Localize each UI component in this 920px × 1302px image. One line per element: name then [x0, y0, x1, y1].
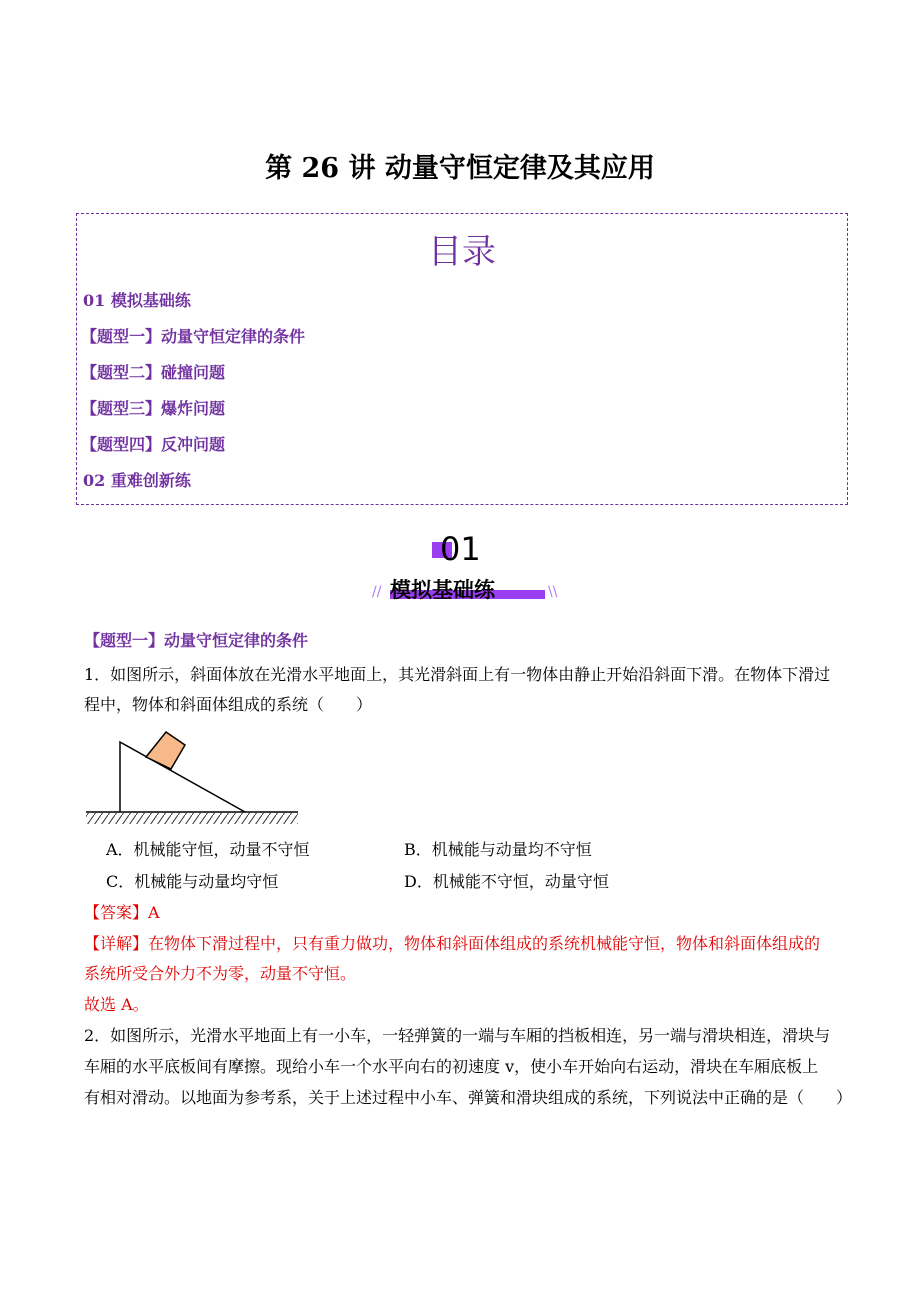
question-text: 程中，物体和斜面体组成的系统（ ） — [84, 695, 373, 714]
option-d: D．机械能不守恒，动量守恒 — [404, 872, 609, 891]
toc-item[interactable]: 02 重难创新练 — [83, 471, 191, 490]
conclusion: 故选 A。 — [84, 995, 149, 1014]
toc-item[interactable]: 【题型三】爆炸问题 — [81, 399, 226, 418]
question-text: 车厢的水平底板间有摩擦。现给小车一个水平向右的初速度 v，使小车开始向右运动，滑块在车厢底板上 — [84, 1057, 819, 1076]
table-of-contents — [76, 213, 848, 505]
incline-diagram — [80, 725, 305, 830]
section-banner: 01 // \\ 模拟基础练 — [372, 530, 558, 602]
question-text: 1．如图所示，斜面体放在光滑水平地面上，其光滑斜面上有一物体由静止开始沿斜面下滑。在物体下滑过 — [84, 665, 831, 684]
page-title: 第 26 讲 动量守恒定律及其应用 — [265, 153, 655, 184]
option-b: B．机械能与动量均不守恒 — [404, 840, 592, 859]
toc-item[interactable]: 【题型二】碰撞问题 — [81, 363, 226, 382]
type-heading: 【题型一】动量守恒定律的条件 — [84, 631, 309, 650]
toc-item[interactable]: 【题型一】动量守恒定律的条件 — [81, 327, 306, 346]
question-text: 有相对滑动。以地面为参考系，关于上述过程中小车、弹簧和滑块组成的系统，下列说法中正确的是（ ） — [84, 1088, 853, 1107]
toc-item[interactable]: 01 模拟基础练 — [83, 291, 191, 310]
toc-item[interactable]: 【题型四】反冲问题 — [81, 435, 226, 454]
option-c: C．机械能与动量均守恒 — [106, 872, 279, 891]
section-name: 模拟基础练 — [390, 578, 495, 602]
explanation: 系统所受合外力不为零，动量不守恒。 — [84, 964, 357, 983]
toc-heading: 目录 — [428, 232, 496, 272]
explanation: 【详解】在物体下滑过程中，只有重力做功，物体和斜面体组成的系统机械能守恒，物体和斜面体组成的 — [84, 934, 821, 953]
question-text: 2．如图所示，光滑水平地面上有一小车，一轻弹簧的一端与车厢的挡板相连，另一端与滑块相连，滑块与 — [84, 1026, 831, 1045]
section-number: 01 — [440, 530, 481, 568]
answer: 【答案】A — [84, 903, 160, 922]
option-a: A．机械能守恒，动量不守恒 — [106, 840, 310, 859]
